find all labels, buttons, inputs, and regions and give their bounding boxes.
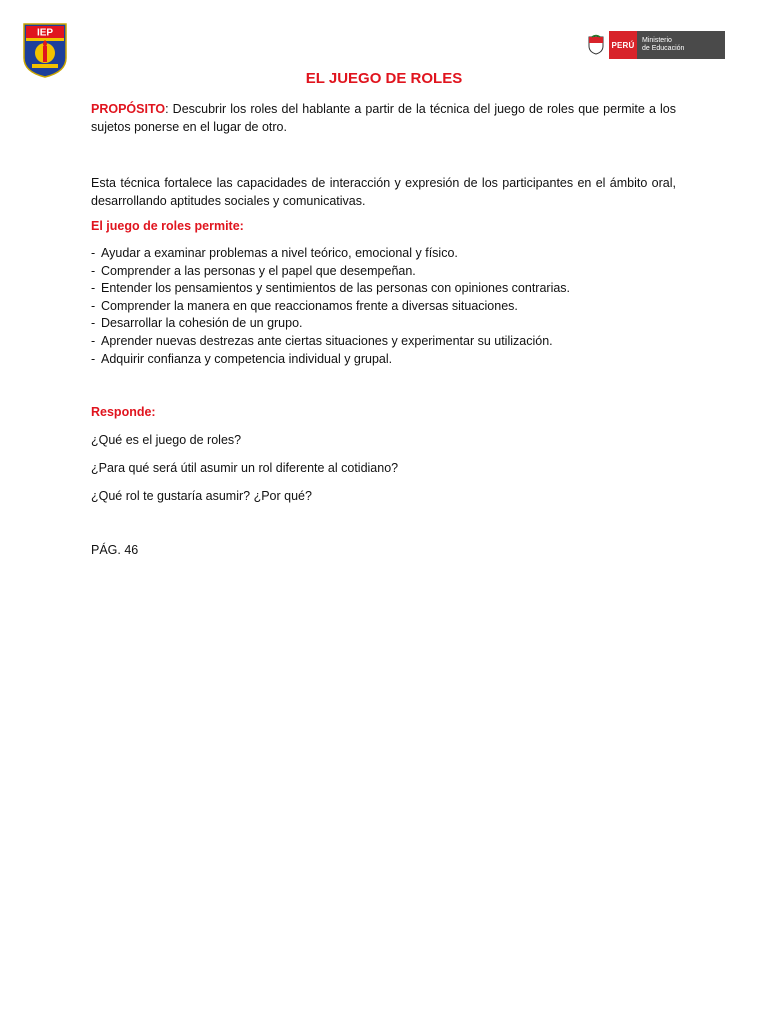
- purpose-paragraph: [91, 100, 676, 136]
- list-item: - Entender los pensamientos y sentimientos de las personas con opiniones contrarias.: [91, 281, 571, 296]
- responde-heading: Responde:: [91, 405, 156, 419]
- purpose-label: PROPÓSITO: [91, 102, 166, 116]
- list-item: - Desarrollar la cohesión de un grupo.: [91, 316, 303, 331]
- intro-paragraph: Esta técnica fortalece las capacidades de interacción y expresión de los participantes en el ámbito oral, desarrollando aptitudes sociales y comunicativas.: [91, 176, 676, 208]
- page-reference: PÁG. 46: [91, 543, 139, 557]
- list-item: - Ayudar a examinar problemas a nivel teórico, emocional y físico.: [91, 246, 458, 260]
- list-item: - Comprender la manera en que reaccionamos frente a diversas situaciones.: [91, 298, 518, 313]
- page-title: EL JUEGO DE ROLES: [305, 70, 463, 87]
- school-logo-text: IEP: [36, 27, 54, 39]
- minedu-name: [637, 31, 725, 59]
- purpose-text: : Descubrir los roles del hablante a partir de la técnica del juego de roles que permite a los sujetos ponerse en el lugar de otro.: [91, 102, 676, 134]
- minedu-logo: [583, 31, 725, 59]
- minedu-country: PERÚ: [609, 31, 637, 59]
- benefits-list: [91, 245, 691, 368]
- list-item: - Adquirir confianza y competencia individual y grupal.: [91, 351, 393, 366]
- list-item: - Comprender a las personas y el papel que desempeñan.: [91, 263, 416, 278]
- question-1: ¿Qué es el juego de roles?: [91, 433, 242, 447]
- minedu-line1: Ministerio: [642, 37, 672, 44]
- minedu-line2: de Educación: [642, 45, 685, 52]
- permite-heading: El juego de roles permite:: [91, 219, 244, 233]
- list-item: - Aprender nuevas destrezas ante ciertas situaciones y experimentar su utilización.: [91, 333, 553, 348]
- question-2: ¿Para qué será útil asumir un rol diferente al cotidiano?: [91, 461, 399, 475]
- peru-shield-icon: [583, 31, 609, 59]
- question-3: ¿Qué rol te gustaría asumir? ¿Por qué?: [91, 489, 312, 503]
